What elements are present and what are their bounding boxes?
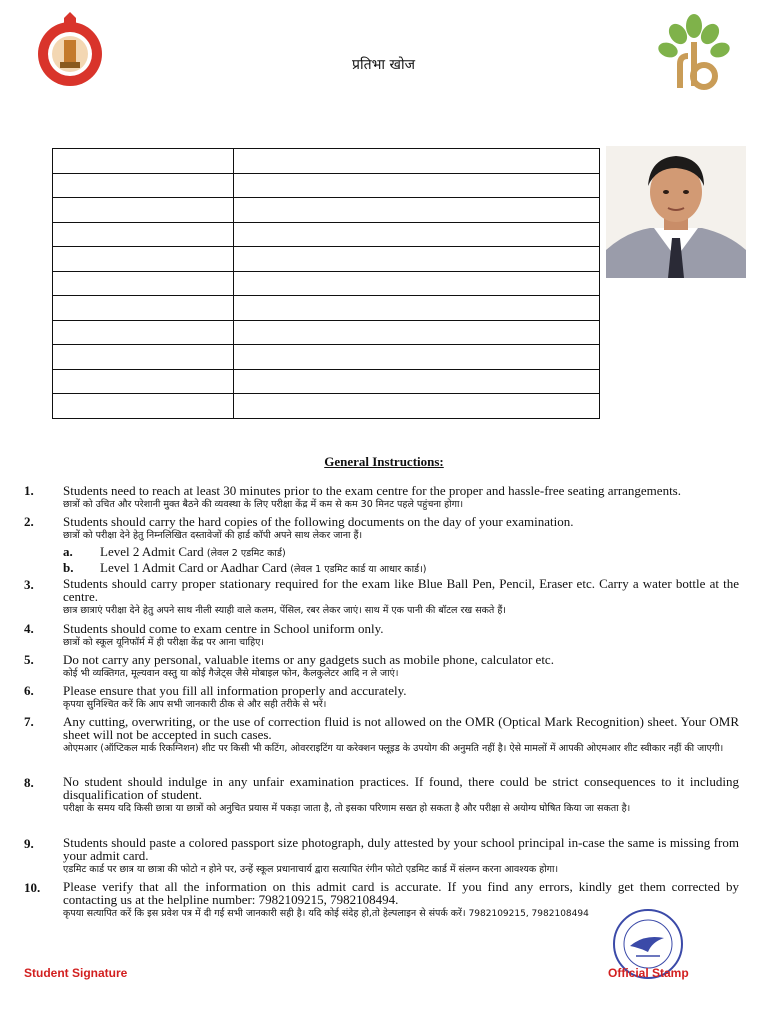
table-cell-value bbox=[234, 345, 600, 370]
instruction-text-hi: कृपया सुनिश्चित करें कि आप सभी जानकारी ठीक से और सही तरीके से भरें। bbox=[63, 699, 327, 710]
instruction-number: 4. bbox=[24, 621, 34, 636]
table-cell-value bbox=[234, 320, 600, 345]
table-cell-value bbox=[234, 369, 600, 394]
table-row bbox=[53, 271, 600, 296]
table-row bbox=[53, 369, 600, 394]
table-cell-label bbox=[53, 271, 234, 296]
table-cell-value bbox=[234, 394, 600, 419]
instruction-text-en: Students should come to exam centre in School uniform only. bbox=[63, 621, 384, 636]
instruction-number: 1. bbox=[24, 483, 34, 498]
table-cell-label bbox=[53, 296, 234, 321]
table-row bbox=[53, 222, 600, 247]
sub-item-text-en: Level 2 Admit Card bbox=[100, 544, 204, 559]
table-row bbox=[53, 149, 600, 174]
table-cell-value bbox=[234, 198, 600, 223]
student-signature-label: Student Signature bbox=[24, 966, 128, 980]
sub-item-text bbox=[100, 544, 286, 560]
table-row bbox=[53, 320, 600, 345]
instruction-number: 3. bbox=[24, 577, 34, 592]
state-government-emblem-icon bbox=[34, 12, 106, 92]
instruction-number: 2. bbox=[24, 514, 34, 529]
instruction-text-hi: छात्रों को स्कूल यूनिफॉर्म में ही परीक्षा केंद्र पर आना चाहिए। bbox=[63, 637, 265, 648]
table-row bbox=[53, 173, 600, 198]
table-cell-label bbox=[53, 198, 234, 223]
table-cell-value bbox=[234, 149, 600, 174]
instruction-number: 10. bbox=[24, 880, 41, 895]
table-row bbox=[53, 198, 600, 223]
instruction-text-hi: परीक्षा के समय यदि किसी छात्रा या छात्रों को अनुचित प्रयास में पकड़ा जाता है, तो इसका परिणाम सख्त हो सकता है और परीक्षा से अयोग्य घोषित किया जा सकता है। bbox=[63, 803, 631, 814]
table-cell-value bbox=[234, 271, 600, 296]
page-title: प्रतिभा खोज bbox=[352, 57, 415, 73]
instruction-text-hi: छात्र छात्राएं परीक्षा देने हेतु अपने साथ नीली स्याही वाले कलम, पेंसिल, रबर लेकर जाएं। साथ में एक पानी की बॉटल रख सकते हैं। bbox=[63, 605, 506, 616]
table-cell-label bbox=[53, 320, 234, 345]
instruction-text-hi: कोई भी व्यक्तिगत, मूल्यवान वस्तु या कोई गैजेट्स जैसे मोबाइल फोन, कैलकुलेटर आदि न ले जाएं। bbox=[63, 668, 399, 679]
instruction-text-hi: ओएमआर (ऑप्टिकल मार्क रिकग्निशन) शीट पर किसी भी कटिंग, ओवरराइटिंग या करेक्शन फ्लूइड के उपयोग की अनुमति नहीं है। ऐसे मामलों में आपकी ओएमआर शीट स्वीकार नहीं की जाएगी। bbox=[63, 743, 724, 754]
instruction-text-en: Students should paste a colored passport size photograph, duly attested by your school principal in-case the same is missing from your admit card. bbox=[63, 835, 739, 863]
helpline-numbers: 7982109215, 7982108494 bbox=[468, 909, 589, 919]
table-cell-label bbox=[53, 173, 234, 198]
sub-item-text-hi: (लेवल 2 एडमिट कार्ड) bbox=[206, 548, 286, 559]
instruction-text-hi: एडमिट कार्ड पर छात्र या छात्रा की फोटो न होने पर, उन्हें स्कूल प्रधानाचार्य द्वारा सत्यापित रंगीन फोटो एडमिट कार्ड में संलग्न करना आवश्यक होगा। bbox=[63, 864, 559, 875]
instruction-text-en: Do not carry any personal, valuable items or any gadgets such as mobile phone, calculator etc. bbox=[63, 652, 554, 667]
student-details-table bbox=[52, 148, 600, 419]
table-cell-label bbox=[53, 369, 234, 394]
table-row bbox=[53, 345, 600, 370]
instruction-text-hi: छात्रों को उचित और परेशानी मुक्त बैठने की व्यवस्था के लिए परीक्षा केंद्र में कम से कम 30 मिनट पहले पहुंचना होगा। bbox=[63, 499, 464, 510]
table-cell-label bbox=[53, 394, 234, 419]
sub-item-label: b. bbox=[63, 560, 74, 575]
helpline-text-hi: कृपया सत्यापित करें कि इस प्रवेश पत्र में दी गई सभी जानकारी सही है। यदि कोई संदेह हो,तो हेल्पलाइन से संपर्क करें। bbox=[63, 908, 466, 919]
instruction-text-en: Any cutting, overwriting, or the use of correction fluid is not allowed on the OMR (Optical Mark Recognition) sheet. Your OMR sheet will not be accepted in such cases. bbox=[63, 714, 739, 742]
sub-item-text-en: Level 1 Admit Card or Aadhar Card bbox=[100, 560, 288, 575]
sub-item-text bbox=[100, 560, 426, 576]
instruction-number: 8. bbox=[24, 775, 34, 790]
table-row bbox=[53, 247, 600, 272]
table-row bbox=[53, 296, 600, 321]
table-cell-label bbox=[53, 345, 234, 370]
instruction-number: 7. bbox=[24, 714, 34, 729]
instruction-text-en: Students need to reach at least 30 minutes prior to the exam centre for the proper and hassle-free seating arrangements. bbox=[63, 483, 681, 498]
instruction-text-en: Students should carry the hard copies of the following documents on the day of your examination. bbox=[63, 514, 574, 529]
instruction-number: 6. bbox=[24, 683, 34, 698]
instructions-heading: General Instructions: bbox=[324, 454, 444, 469]
instruction-number: 9. bbox=[24, 836, 34, 851]
instruction-text-en: No student should indulge in any unfair examination practices. If found, there could be strict consequences to it including disqualification of student. bbox=[63, 774, 739, 802]
rb-leaf-logo-icon bbox=[654, 12, 734, 92]
official-stamp-label: Official Stamp bbox=[608, 966, 689, 980]
instruction-text-en: Please ensure that you fill all information properly and accurately. bbox=[63, 683, 407, 698]
table-cell-value bbox=[234, 296, 600, 321]
instruction-text-en: Students should carry proper stationary required for the exam like Blue Ball Pen, Pencil, Eraser etc. Carry a water bottle at the centre. bbox=[63, 576, 739, 604]
table-cell-label bbox=[53, 222, 234, 247]
table-cell-value bbox=[234, 222, 600, 247]
instruction-number: 5. bbox=[24, 652, 34, 667]
table-cell-label bbox=[53, 149, 234, 174]
student-passport-photo bbox=[606, 146, 746, 278]
sub-item-label: a. bbox=[63, 544, 73, 559]
table-cell-label bbox=[53, 247, 234, 272]
instruction-text-hi: छात्रों को परीक्षा देने हेतु निम्नलिखित दस्तावेजों की हार्ड कॉपी अपने साथ लेकर जाना हैं। bbox=[63, 530, 363, 541]
table-row bbox=[53, 394, 600, 419]
instruction-text-en: Please verify that all the information on this admit card is accurate. If you find any errors, kindly get them corrected by contacting us at the helpline number: 7982109215, 7982108494. bbox=[63, 879, 739, 907]
table-cell-value bbox=[234, 247, 600, 272]
sub-item-text-hi: (लेवल 1 एडमिट कार्ड या आधार कार्ड।) bbox=[290, 564, 427, 575]
table-cell-value bbox=[234, 173, 600, 198]
